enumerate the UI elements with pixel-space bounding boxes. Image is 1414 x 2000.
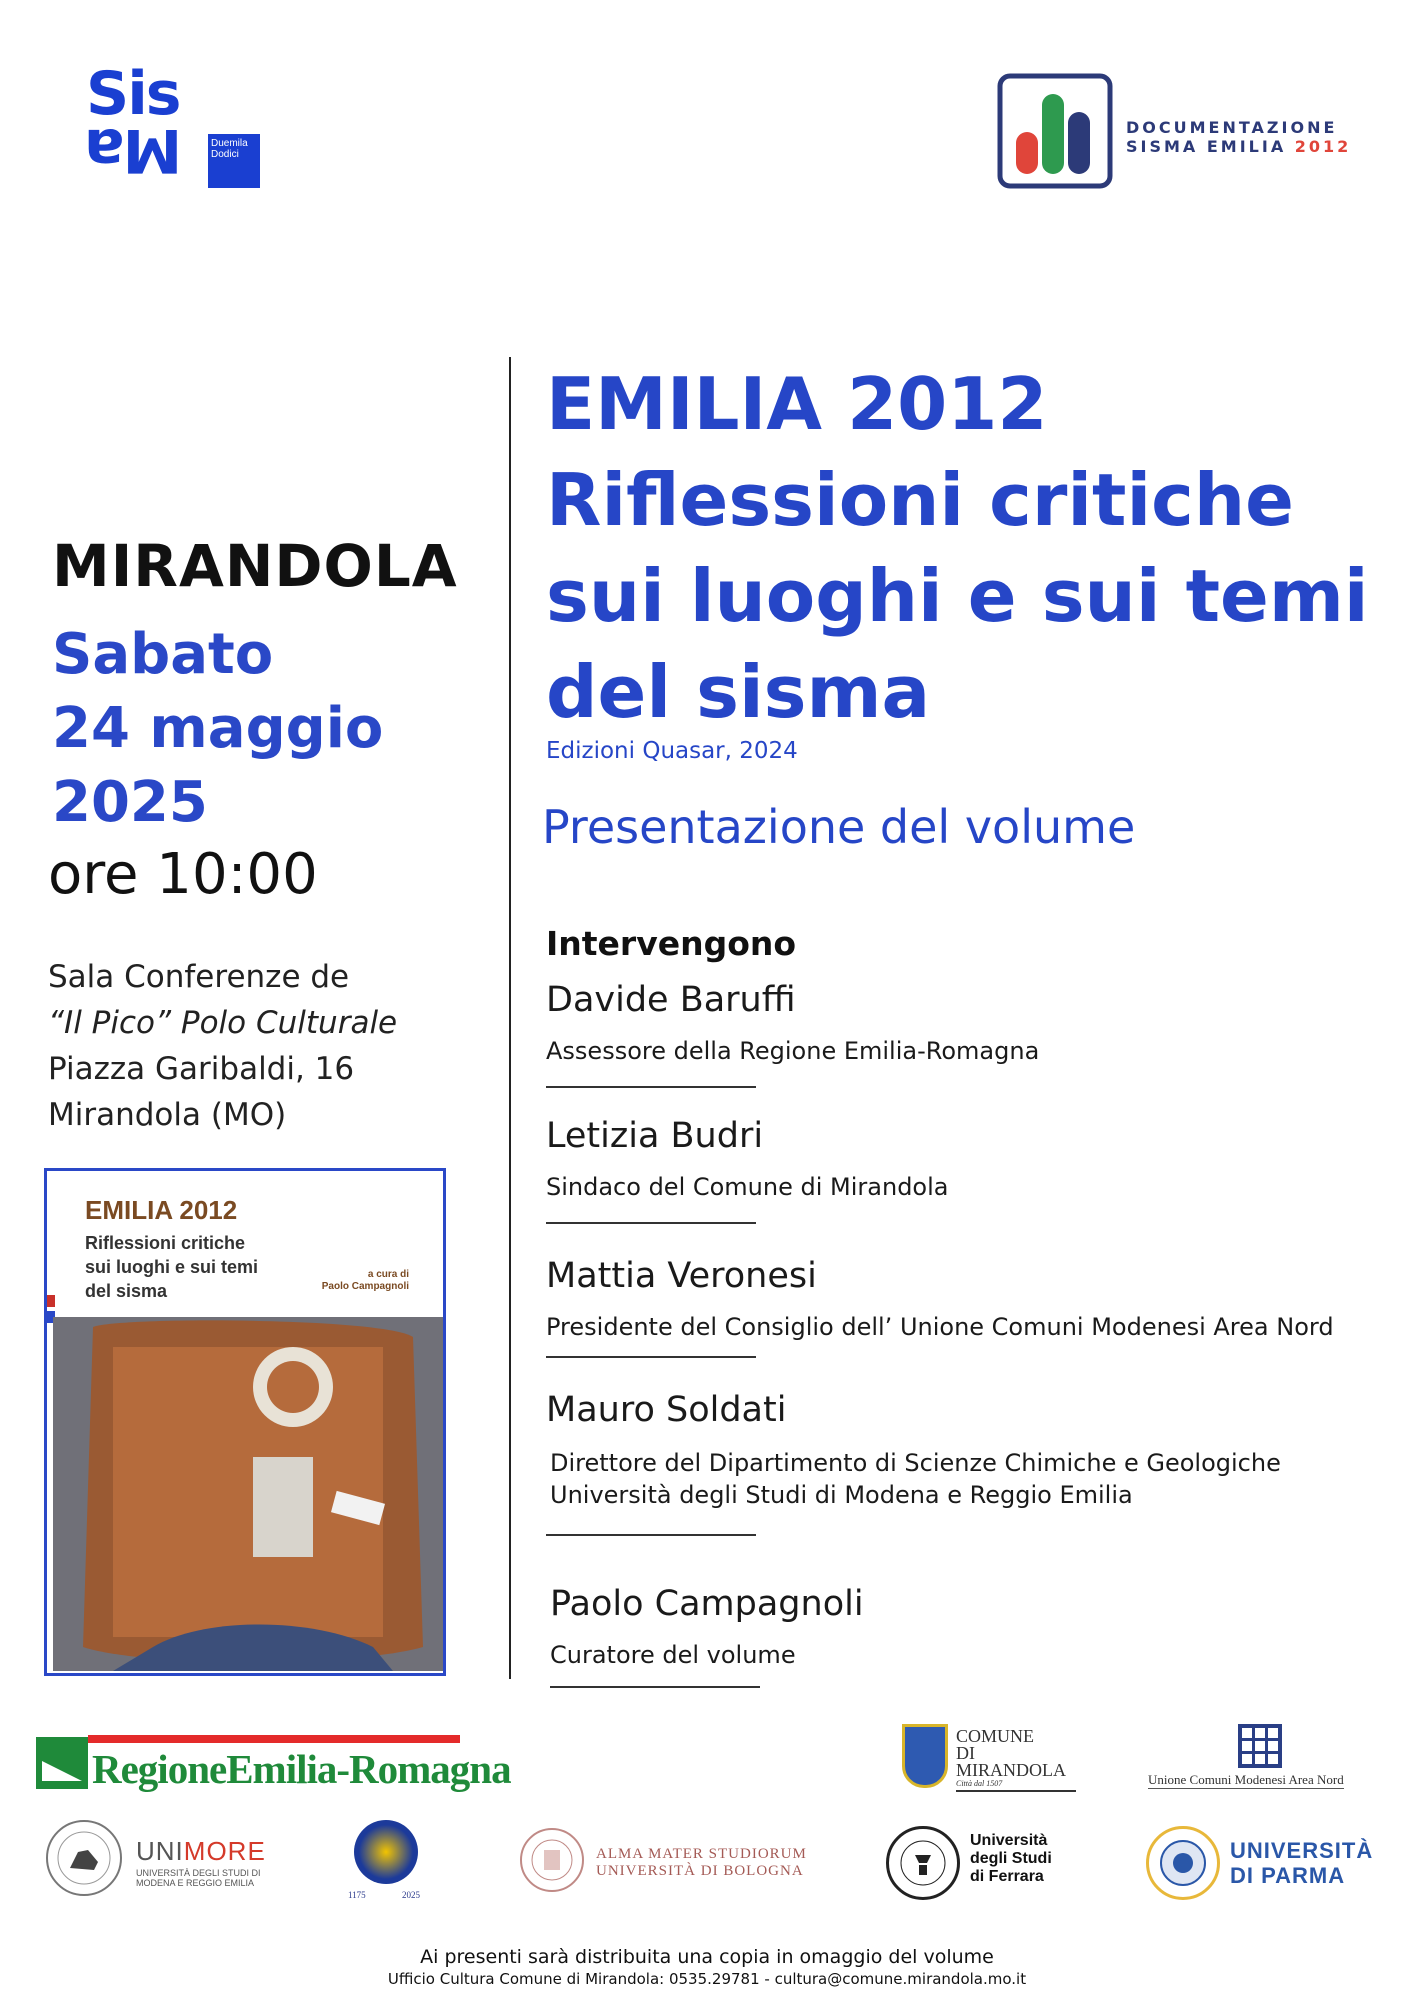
event-year: 2025 xyxy=(52,770,208,835)
comune-motto: Città dal 1507 xyxy=(956,1779,1003,1788)
mirandola-crest-icon xyxy=(902,1724,948,1788)
speaker-role: Assessore della Regione Emilia-Romagna xyxy=(546,1037,1040,1065)
presentation-heading: Presentazione del volume xyxy=(542,800,1136,854)
footer-note: Ai presenti sarà distribuita una copia in omaggio del volume xyxy=(420,1946,994,1968)
comune-line3: MIRANDOLA xyxy=(956,1760,1066,1780)
unione-name: Unione Comuni Modenesi Area Nord xyxy=(1148,1772,1344,1787)
logo-ma-text: Ma xyxy=(86,115,183,185)
regione-flag-icon xyxy=(36,1737,88,1789)
speaker-divider xyxy=(546,1086,756,1088)
anniversary-from: 1175 xyxy=(348,1890,366,1900)
speaker-name: Davide Baruffi xyxy=(546,980,796,1020)
speaker-divider xyxy=(546,1222,756,1224)
speakers-heading: Intervengono xyxy=(546,924,797,963)
regione-emilia-romagna-logo xyxy=(36,1735,511,1795)
cover-subtitle: Riflessioni critiche xyxy=(85,1233,246,1253)
unipr-line1: UNIVERSITÀ xyxy=(1230,1838,1374,1863)
venue-line: “Il Pico” Polo Culturale xyxy=(48,1005,398,1041)
unibo-line2: UNIVERSITÀ DI BOLOGNA xyxy=(596,1863,804,1879)
logo-sis-text: Sis xyxy=(86,59,180,129)
bar-chart-icon xyxy=(996,72,1116,190)
cover-editor-label: a cura di xyxy=(367,1269,409,1280)
speaker-role: Direttore del Dipartimento di Scienze Chimiche e Geologiche xyxy=(550,1449,1281,1477)
unipr-line2: DI PARMA xyxy=(1230,1863,1346,1888)
regione-name: RegioneEmilia-Romagna xyxy=(92,1746,511,1792)
speaker-name: Mauro Soldati xyxy=(546,1390,787,1430)
venue-line: Piazza Garibaldi, 16 xyxy=(48,1051,355,1087)
book-publisher: Edizioni Quasar, 2024 xyxy=(546,738,798,764)
unibo-line1: ALMA MATER STUDIORUM xyxy=(596,1846,807,1862)
event-day: Sabato xyxy=(52,622,274,687)
event-time: ore 10:00 xyxy=(48,842,318,907)
unimore-logo xyxy=(44,1818,268,1898)
unimore-name-a: UNI xyxy=(136,1836,184,1866)
unione-grid-icon xyxy=(1238,1724,1282,1768)
cover-subtitle: sui luoghi e sui temi xyxy=(85,1257,259,1277)
speaker-name: Paolo Campagnoli xyxy=(550,1584,864,1624)
anniversary-seal-logo xyxy=(344,1820,428,1906)
book-title-line: del sisma xyxy=(546,650,931,734)
anniversary-seal-icon xyxy=(354,1820,418,1884)
unipr-seal-icon xyxy=(1146,1826,1220,1900)
book-title-line: sui luoghi e sui temi xyxy=(546,554,1369,638)
cover-editor xyxy=(322,1269,409,1293)
anniversary-to: 2025 xyxy=(402,1890,420,1900)
venue-line: Mirandola (MO) xyxy=(48,1097,287,1133)
comune-line2: DI xyxy=(956,1743,975,1763)
speaker-divider xyxy=(546,1534,756,1536)
cover-editor-name: Paolo Campagnoli xyxy=(321,1281,409,1292)
speaker-role: Presidente del Consiglio dell’ Unione Comuni Modenesi Area Nord xyxy=(546,1313,1334,1341)
cover-photo-reflection xyxy=(53,1317,443,1671)
event-date: 24 maggio xyxy=(52,696,384,761)
logo-tag-box xyxy=(208,134,260,188)
speaker-role: Curatore del volume xyxy=(550,1641,796,1669)
documentazione-sisma-logo xyxy=(996,72,1356,190)
unife-logo xyxy=(882,1824,1066,1904)
doc-logo-line2: SISMA EMILIA xyxy=(1126,137,1295,156)
speaker-divider xyxy=(546,1356,756,1358)
unife-line2: degli Studi xyxy=(970,1850,1052,1867)
comune-line1: COMUNE xyxy=(956,1726,1035,1746)
book-title-line: EMILIA 2012 xyxy=(546,362,1048,446)
speaker-role: Sindaco del Comune di Mirandola xyxy=(546,1173,949,1201)
unimore-sub1: UNIVERSITÀ DEGLI STUDI DI xyxy=(136,1868,261,1878)
logo-tag-line1: Duemila xyxy=(211,138,248,149)
logo-tag-line2: Dodici xyxy=(211,149,239,160)
doc-logo-line1: DOCUMENTAZIONE xyxy=(1126,118,1338,137)
cover-title: EMILIA 2012 xyxy=(85,1195,238,1225)
unimore-seal-icon xyxy=(46,1820,122,1896)
book-title-line: Riflessioni critiche xyxy=(546,458,1294,542)
unife-line3: di Ferrara xyxy=(970,1868,1044,1885)
unife-line1: Università xyxy=(970,1832,1048,1849)
speaker-name: Letizia Budri xyxy=(546,1116,764,1156)
event-city: MIRANDOLA xyxy=(52,532,458,600)
speaker-divider xyxy=(550,1686,760,1688)
unife-seal-icon xyxy=(886,1826,960,1900)
footer-contact: Ufficio Cultura Comune di Mirandola: 0535.29781 - cultura@comune.mirandola.mo.it xyxy=(387,1970,1027,1988)
unipr-logo xyxy=(1144,1824,1384,1904)
doc-logo-year: 2012 xyxy=(1294,137,1352,156)
sisma-duemila-dodici-logo xyxy=(86,59,276,196)
speaker-name: Mattia Veronesi xyxy=(546,1256,817,1296)
unimore-sub2: MODENA E REGGIO EMILIA xyxy=(136,1878,255,1888)
cover-subtitle: del sisma xyxy=(85,1281,168,1301)
book-cover xyxy=(44,1168,446,1676)
unimore-name-b: MORE xyxy=(183,1836,266,1866)
unibo-logo xyxy=(518,1828,807,1894)
column-divider xyxy=(509,357,511,1679)
unibo-seal-icon xyxy=(520,1828,584,1892)
speaker-role: Università degli Studi di Modena e Reggio Emilia xyxy=(550,1481,1133,1509)
comune-mirandola-logo xyxy=(900,1718,1076,1796)
unione-comuni-logo xyxy=(1148,1724,1378,1787)
venue-line: Sala Conferenze de xyxy=(48,959,350,995)
